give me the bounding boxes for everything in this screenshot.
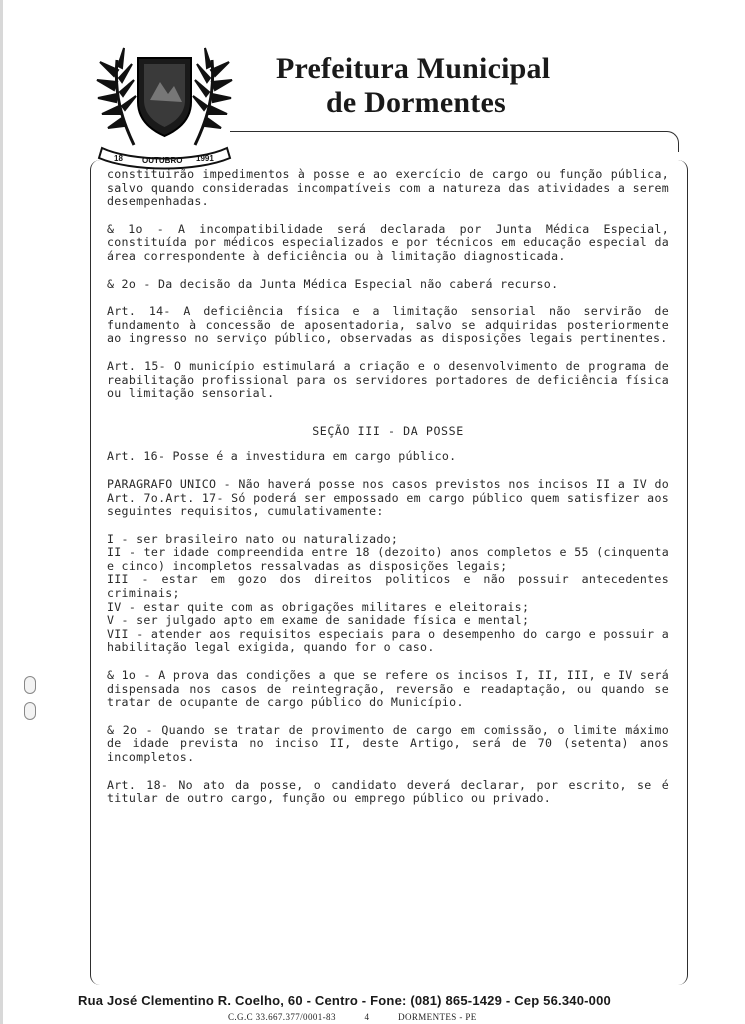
section-heading: SEÇÃO III - DA POSSE (312, 423, 464, 438)
paragraph-art-16: Art. 16- Posse é a investidura em cargo público. (107, 449, 457, 464)
punch-hole-upper (24, 676, 36, 694)
requirements-list (107, 531, 677, 655)
municipal-crest-logo (92, 40, 237, 170)
paragraph-section-2: & 2o - Da decisão da Junta Médica Especial não caberá recurso. (107, 276, 559, 291)
document-body (107, 167, 677, 816)
paragraph-unico: PARAGRAFO UNICO - Não haverá posse nos casos previstos nos incisos II a IV do Art. 7o.Art. 17- Só poderá ser empossado em cargo público quem satisfizer aos seguintes requisitos, cumulativamente: (107, 476, 677, 519)
footer-address: Rua José Clementino R. Coelho, 60 - Centro - Fone: (081) 865-1429 - Cep 56.340-000 (78, 993, 611, 1008)
crest-year: 1991 (196, 154, 214, 163)
paragraph-commission: & 2o - Quando se tratar de provimento de cargo em comissão, o limite máximo de idade prevista no inciso II, deste Artigo, será de 70 (setenta) anos incompletos. (107, 722, 677, 764)
list-item: III - estar em gozo dos direitos politicos e não possuir antecedentes criminais; (107, 572, 677, 601)
header-title-line1: Prefeitura Municipal (276, 52, 551, 85)
list-item: VII - atender aos requisitos especiais para o desempenho do cargo e possuir a habilitação legal exigida, quando for o caso. (107, 626, 677, 655)
crest-month: OUTUBRO (142, 156, 183, 165)
footer-registry (228, 1012, 503, 1022)
punch-hole-lower (24, 702, 36, 720)
page-frame-top (230, 131, 679, 152)
page-number: 4 (364, 1012, 370, 1022)
header-title-line2: de Dormentes (326, 86, 506, 119)
footer-cgc: C.G.C 33.667.377/0001-83 (228, 1012, 336, 1022)
list-item: V - ser julgado apto em exame de sanidade física e mental; (107, 613, 530, 628)
paragraph-art-18: Art. 18- No ato da posse, o candidato deverá declarar, por escrito, se é titular de outro cargo, função ou emprego público ou privado. (107, 777, 677, 806)
letterhead (0, 0, 745, 180)
list-item: II - ter idade compreendida entre 18 (dezoito) anos completos e 55 (cinquenta e cinco) incompletos ressalvadas as disposições legais; (107, 545, 677, 573)
crest-day: 18 (114, 154, 123, 163)
list-item: IV - estar quite com as obrigações militares e eleitorais; (107, 599, 530, 614)
paragraph-proof: & 1o - A prova das condições a que se refere os incisos I, II, III, e IV será dispensada nos casos de reintegração, reversão e readaptação, ou quando se tratar de ocupante de cargo público do Município. (107, 668, 677, 710)
footer-city: DORMENTES - PE (398, 1012, 477, 1022)
paragraph-art-15: Art. 15- O município estimulará a criação e o desenvolvimento de programa de reabilitação profissional para os servidores portadores de deficiência física ou limitação sensorial. (107, 358, 677, 401)
paragraph-art-14: Art. 14- A deficiência física e a limitação sensorial não servirão de fundamento à concessão de aposentadoria, salvo se adquiridas posteriormente ao ingresso no serviço público, observadas as disposições legais pertinentes. (107, 304, 677, 346)
paragraph-intro: constituirão impedimentos à posse e ao exercício de cargo ou função pública, salvo quando consideradas incompatíveis com a natureza das atividades a serem desempenhadas. (107, 167, 677, 209)
paragraph-section-1: & 1o - A incompatibilidade será declarada por Junta Médica Especial, constituída por médicos especializados e por técnicos em educação especial da área correspondente à deficiência ou à limitação diagnosticada. (107, 221, 677, 263)
list-item: I - ser brasileiro nato ou naturalizado; (107, 531, 399, 546)
